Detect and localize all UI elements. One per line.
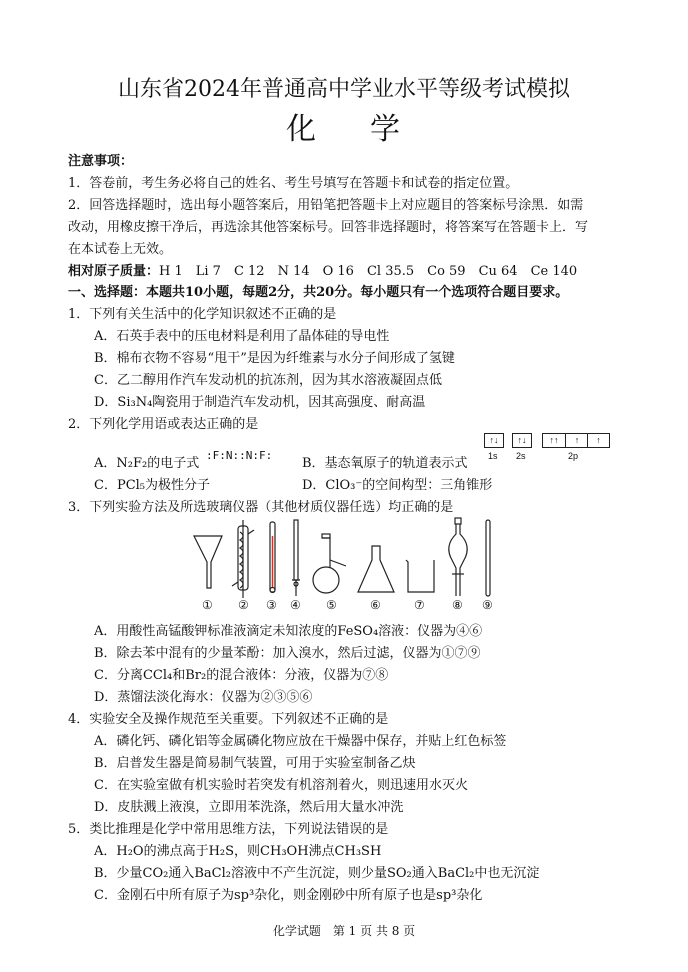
glass-rod-icon bbox=[486, 520, 490, 596]
thermometer-icon bbox=[270, 522, 275, 593]
conical-flask-icon bbox=[358, 546, 394, 592]
apparatus-label: ③ bbox=[266, 598, 277, 612]
question-stem: 4．实验安全及操作规范至关重要。下列叙述不正确的是 bbox=[68, 712, 389, 727]
funnel-icon bbox=[194, 536, 222, 588]
section-heading: 一、选择题：本题共10小题，每题2分，共20分。每小题只有一个选项符合题目要求。 bbox=[68, 285, 569, 300]
apparatus-label: ⑧ bbox=[452, 598, 463, 612]
question-stem: 2．下列化学用语或表达正确的是 bbox=[68, 417, 259, 432]
option: B．棉布衣物不容易“甩干”是因为纤维素与水分子间形成了氢键 bbox=[94, 351, 455, 366]
subject-char-2: 学 bbox=[370, 112, 402, 147]
apparatus-label: ⑨ bbox=[482, 598, 493, 612]
option: B．少量CO₂通入BaCl₂溶液中不产生沉淀，则少量SO₂通入BaCl₂中也无沉淀 bbox=[94, 866, 540, 881]
apparatus-label: ⑤ bbox=[326, 598, 337, 612]
atomic-mass-label: 相对原子质量： bbox=[68, 264, 160, 279]
question-stem: 3．下列实验方法及所选玻璃仪器（其他材质仪器任选）均正确的是 bbox=[68, 500, 454, 515]
option: A．用酸性高锰酸钾标准液滴定未知浓度的FeSO₄溶液：仪器为④⑥ bbox=[94, 624, 483, 639]
option: A．N₂F₂的电子式 bbox=[94, 456, 200, 471]
subject-title bbox=[0, 104, 688, 148]
orbital-box-1s: ↑↓ bbox=[484, 433, 504, 448]
apparatus-label: ⑥ bbox=[370, 598, 381, 612]
option: C．在实验室做有机实验时若突发有机溶剂着火，则迅速用水灭火 bbox=[94, 778, 468, 793]
orbital-diagram bbox=[484, 433, 612, 463]
subject-char-1: 化 bbox=[286, 112, 318, 147]
option: A．磷化钙、磷化铝等金属磷化物应放在干燥器中保存，并贴上红色标签 bbox=[94, 734, 507, 749]
lewis-structure-formula: :F:N::N:F: bbox=[206, 449, 273, 462]
option: C．分离CCl₄和Br₂的混合液体：分液，仪器为⑦⑧ bbox=[94, 668, 389, 683]
apparatus-label: ② bbox=[238, 598, 249, 612]
atomic-mass-values: H 1 Li 7 C 12 N 14 O 16 Cl 35.5 Co 59 Cu 64 Ce 140 bbox=[159, 264, 578, 279]
apparatus-label: ④ bbox=[290, 598, 301, 612]
orbital-label: 2p bbox=[568, 451, 579, 461]
page-footer: 化学试题 第 1 页 共 8 页 bbox=[272, 924, 416, 938]
option: D．蒸馏法淡化海水：仪器为②③⑤⑥ bbox=[94, 690, 313, 705]
atomic-mass-line bbox=[68, 260, 577, 279]
option: A．石英手表中的压电材料是利用了晶体硅的导电性 bbox=[94, 329, 390, 344]
apparatus-label: ① bbox=[202, 598, 213, 612]
condenser-icon bbox=[232, 520, 254, 598]
distilling-flask-icon bbox=[313, 534, 346, 593]
separatory-funnel-icon bbox=[449, 518, 467, 596]
orbital-box-2p: ↑↑ ↑ ↑ bbox=[542, 433, 610, 448]
orbital-box-2s: ↑↓ bbox=[512, 433, 532, 448]
notice-line: 在本试卷上无效。 bbox=[68, 242, 173, 257]
orbital-label: 2s bbox=[516, 451, 526, 461]
notice-line: 改动，用橡皮擦干净后，再选涂其他答案标号。回答非选择题时，将答案写在答题卡上．写 bbox=[68, 220, 589, 235]
burette-icon bbox=[292, 520, 300, 596]
apparatus-label: ⑦ bbox=[414, 598, 425, 612]
option: C．金刚石中所有原子为sp³杂化，则金刚砂中所有原子也是sp³杂化 bbox=[94, 888, 483, 903]
exam-title: 山东省2024年普通高中学业水平等级考试模拟 bbox=[118, 77, 570, 102]
notice-heading: 注意事项： bbox=[68, 154, 134, 169]
option: C．乙二醇用作汽车发动机的抗冻剂，因为其水溶液凝固点低 bbox=[94, 373, 442, 388]
option: A．H₂O的沸点高于H₂S，则CH₃OH沸点CH₃SH bbox=[94, 844, 382, 859]
option: B．基态氧原子的轨道表示式 bbox=[302, 456, 468, 471]
orbital-label: 1s bbox=[488, 451, 498, 461]
question-stem: 1．下列有关生活中的化学知识叙述不正确的是 bbox=[68, 307, 337, 322]
notice-line: 1．答卷前，考生务必将自己的姓名、考生号填写在答题卡和试卷的指定位置。 bbox=[68, 176, 519, 191]
option: D．皮肤溅上液溴，立即用苯洗涤，然后用大量水冲洗 bbox=[94, 800, 404, 815]
option: B．除去苯中混有的少量苯酚：加入溴水，然后过滤，仪器为①⑦⑨ bbox=[94, 646, 481, 661]
option: D．ClO₃⁻的空间构型：三角锥形 bbox=[302, 478, 493, 493]
notice-line: 2．回答选择题时，选出每小题答案后，用铅笔把答题卡上对应题目的答案标号涂黑．如需 bbox=[68, 198, 584, 213]
question-stem: 5．类比推理是化学中常用思维方法，下列说法错误的是 bbox=[68, 822, 389, 837]
option: B．启普发生器是简易制气装置，可用于实验室制备乙炔 bbox=[94, 756, 416, 771]
option: D．Si₃N₄陶瓷用于制造汽车发动机，因其高强度、耐高温 bbox=[94, 395, 426, 410]
option: C．PCl₅为极性分子 bbox=[94, 478, 211, 493]
beaker-icon bbox=[406, 560, 434, 592]
